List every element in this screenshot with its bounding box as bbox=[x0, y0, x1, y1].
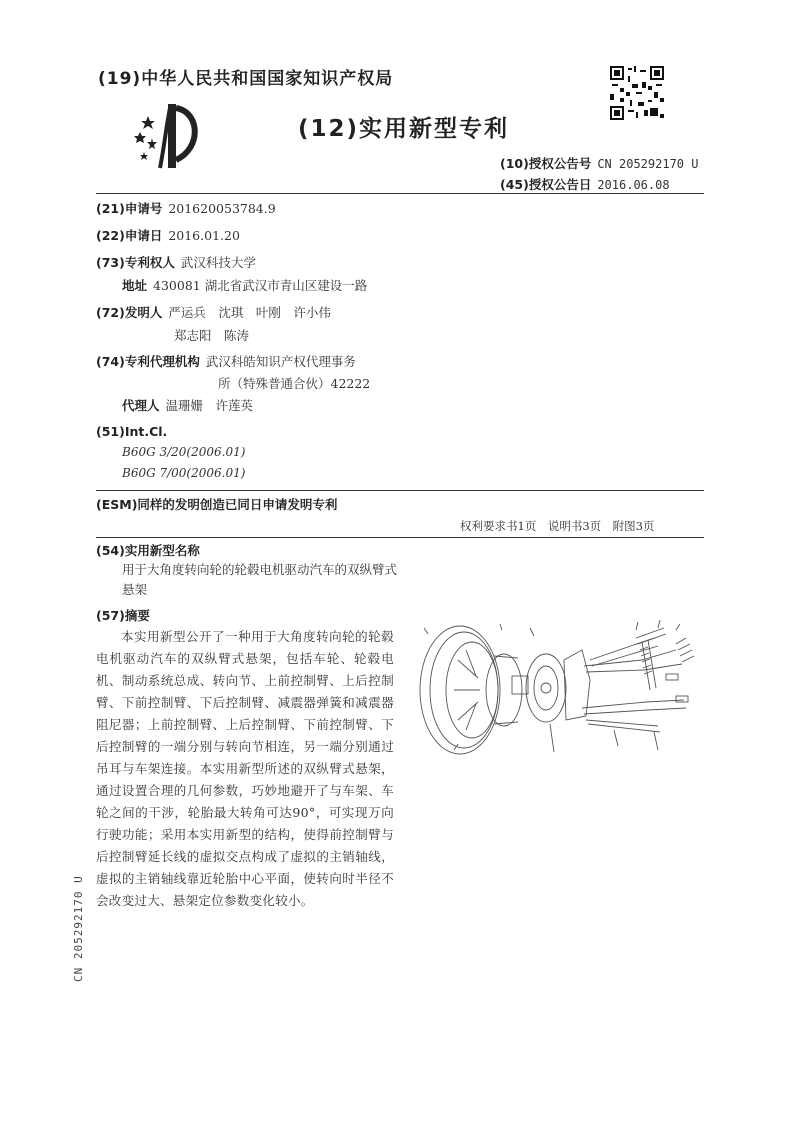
qr-code-icon bbox=[610, 66, 664, 120]
ipc-code-1: B60G 3/20(2006.01) bbox=[122, 445, 246, 459]
suspension-drawing bbox=[414, 620, 710, 756]
abstract-text: 本实用新型公开了一种用于大角度转向轮的轮毂电机驱动汽车的双纵臂式悬架，包括车轮、轮毂电机、制动系统总成、转向节、上前控制臂、上后控制臂、下前控制臂、下后控制臂、减震器弹簧和减震器阻尼器；上前控制臂、上后控制臂、下前控制臂、下后控制臂的一端分别与转向节相连，另一端分别通过吊耳与车架连接。本实用新型所述的双纵臂式悬架，通过设置合理的几何参数，巧妙地避开了与车架、车轮之间的干涉，轮胎最大转角可达90°，可实现万向行驶功能；采用本实用新型的结构，使得前控制臂与后控制臂延长线的虚拟交点构成了虚拟的主销轴线，虚拟的主销轴线靠近轮胎中心平面，使转向时半径不会改变过大、悬架定位参数变化较小。 bbox=[96, 629, 394, 908]
address: 430081 湖北省武汉市青山区建设一路 bbox=[153, 278, 368, 293]
publication-date: 2016.06.08 bbox=[597, 178, 670, 192]
cnipa-logo-icon bbox=[130, 98, 210, 170]
pages-divider bbox=[96, 537, 704, 538]
intcl-row bbox=[96, 424, 167, 439]
title-section bbox=[96, 541, 200, 559]
patentee-row bbox=[96, 253, 256, 271]
document-type: (12)实用新型专利 bbox=[298, 116, 510, 142]
agency-line-1: 武汉科皓知识产权代理事务 bbox=[205, 354, 356, 369]
application-date-row bbox=[96, 226, 240, 244]
utility-model-title: 用于大角度转向轮的轮毂电机驱动汽车的双纵臂式悬架 bbox=[122, 562, 398, 597]
agent-label: 代理人 bbox=[122, 398, 160, 413]
application-number-row bbox=[96, 199, 276, 217]
ipc-code-2: B60G 7/00(2006.01) bbox=[122, 466, 246, 480]
application-date: 2016.01.20 bbox=[168, 228, 240, 243]
application-number-label: (21)申请号 bbox=[96, 201, 163, 216]
address-row bbox=[122, 276, 367, 294]
publication-number-row bbox=[500, 154, 698, 172]
esm-text: (ESM)同样的发明创造已同日申请发明专利 bbox=[96, 497, 338, 512]
page-counts: 权利要求书1页 说明书3页 附图3页 bbox=[460, 519, 655, 533]
application-number: 201620053784.9 bbox=[168, 201, 276, 216]
inventors-line-1: 严运兵 沈琪 叶刚 许小伟 bbox=[168, 305, 331, 320]
agency-row-2 bbox=[218, 374, 370, 392]
abstract-label: (57)摘要 bbox=[96, 608, 150, 623]
address-label: 地址 bbox=[122, 278, 148, 293]
agency-line-2: 所（特殊普通合伙）42222 bbox=[218, 376, 371, 391]
publication-number: CN 205292170 U bbox=[597, 157, 699, 171]
publication-date-label: (45)授权公告日 bbox=[500, 177, 592, 192]
publication-number-label: (10)授权公告号 bbox=[500, 156, 592, 171]
inventors-line-2: 郑志阳 陈涛 bbox=[174, 328, 250, 343]
office-name: (19)中华人民共和国国家知识产权局 bbox=[98, 69, 394, 89]
side-publication-number: CN 205292170 U bbox=[72, 875, 85, 982]
agency-label: (74)专利代理机构 bbox=[96, 354, 200, 369]
title-label: (54)实用新型名称 bbox=[96, 543, 200, 558]
application-date-label: (22)申请日 bbox=[96, 228, 163, 243]
inventors-label: (72)发明人 bbox=[96, 305, 163, 320]
header-divider bbox=[96, 193, 704, 194]
inventors-row bbox=[96, 303, 331, 321]
agent: 温珊姗 许莲英 bbox=[165, 398, 254, 413]
patentee-label: (73)专利权人 bbox=[96, 255, 175, 270]
agency-row bbox=[96, 352, 356, 370]
agent-row bbox=[122, 396, 253, 414]
publication-date-row bbox=[500, 175, 670, 193]
patentee: 武汉科技大学 bbox=[180, 255, 256, 270]
inventors-row-2 bbox=[174, 326, 249, 344]
abstract-section bbox=[96, 606, 150, 624]
fields-divider bbox=[96, 490, 704, 491]
esm-note bbox=[96, 495, 337, 513]
intcl-label: (51)Int.Cl. bbox=[96, 424, 168, 439]
